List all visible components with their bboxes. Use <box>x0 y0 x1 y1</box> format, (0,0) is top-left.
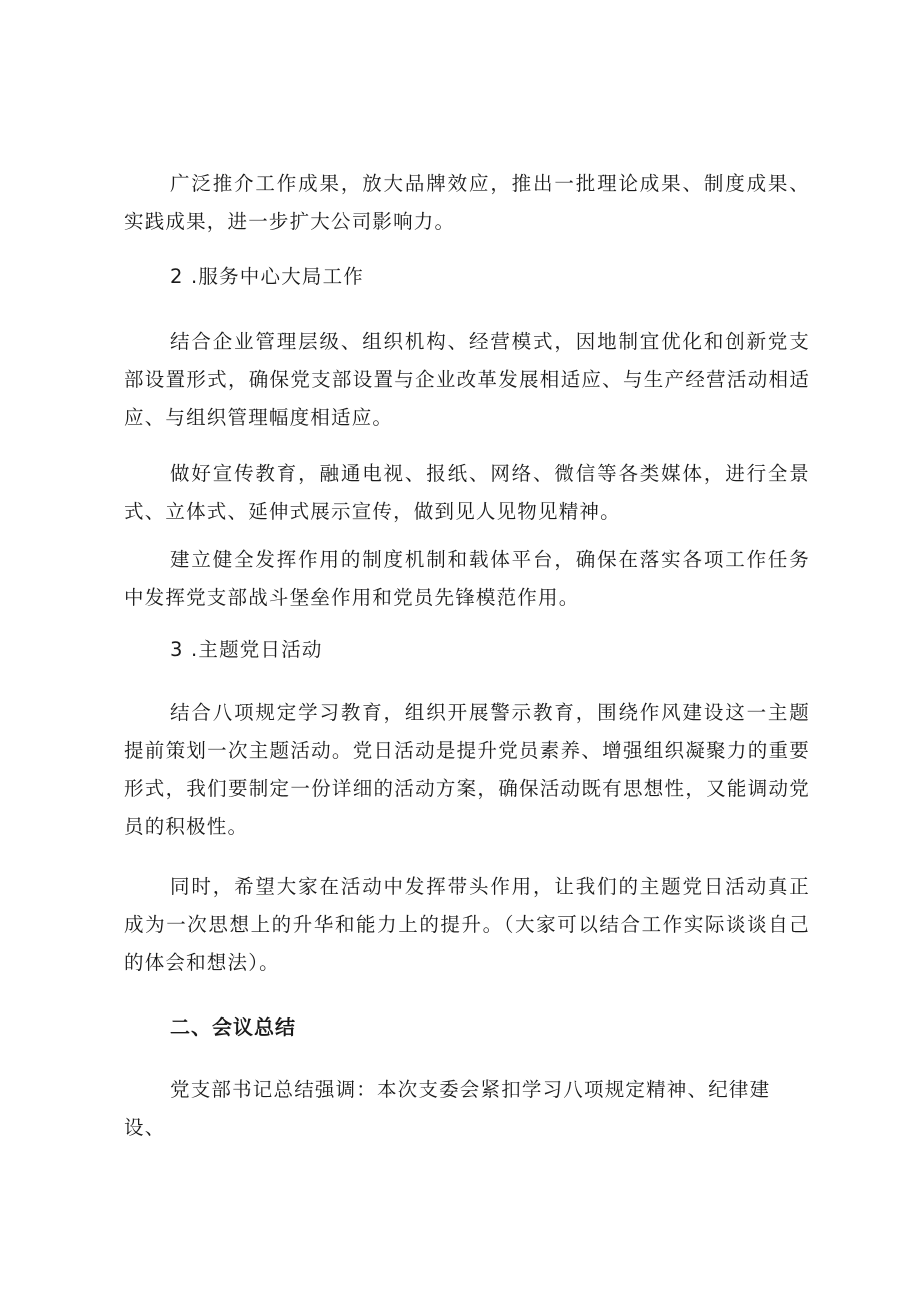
paragraph-theme-activity: 结合八项规定学习教育，组织开展警示教育，围绕作风建设这一主题提前策划一次主题活动。党日活动是提升党员素养、增强组织凝聚力的重要形式，我们要制定一份详细的活动方案，确保活动既有思想性，又能调动党员的积极性。 <box>124 701 810 838</box>
subheading-service-center: 2 .服务中心大局工作 <box>170 265 365 288</box>
paragraph-org-structure: 结合企业管理层级、组织机构、经营模式，因地制宜优化和创新党支部设置形式，确保党支部设置与企业改革发展相适应、与生产经营活动相适应、与组织管理幅度相适应。 <box>124 330 810 429</box>
subheading-theme-day: 3 .主题党日活动 <box>170 638 323 661</box>
paragraph-summary: 党支部书记总结强调：本次支委会紧扣学习八项规定精神、纪律建设、 <box>124 1078 771 1139</box>
paragraph-media: 做好宣传教育，融通电视、报纸、网络、微信等各类媒体，进行全景式、立体式、延伸式展示宣传，做到见人见物见精神。 <box>124 462 810 523</box>
section-heading-summary: 二、会议总结 <box>170 1015 296 1039</box>
paragraph-platform: 建立健全发挥作用的制度机制和载体平台，确保在落实各项工作任务中发挥党支部战斗堡垒作用和党员先锋模范作用。 <box>124 548 810 609</box>
paragraph-intro: 广泛推介工作成果，放大品牌效应，推出一批理论成果、制度成果、实践成果，进一步扩大公司影响力。 <box>124 172 810 233</box>
paragraph-hope: 同时，希望大家在活动中发挥带头作用，让我们的主题党日活动真正成为一次思想上的升华和能力上的提升。（大家可以结合工作实际谈谈自己的体会和想法）。 <box>124 875 810 974</box>
